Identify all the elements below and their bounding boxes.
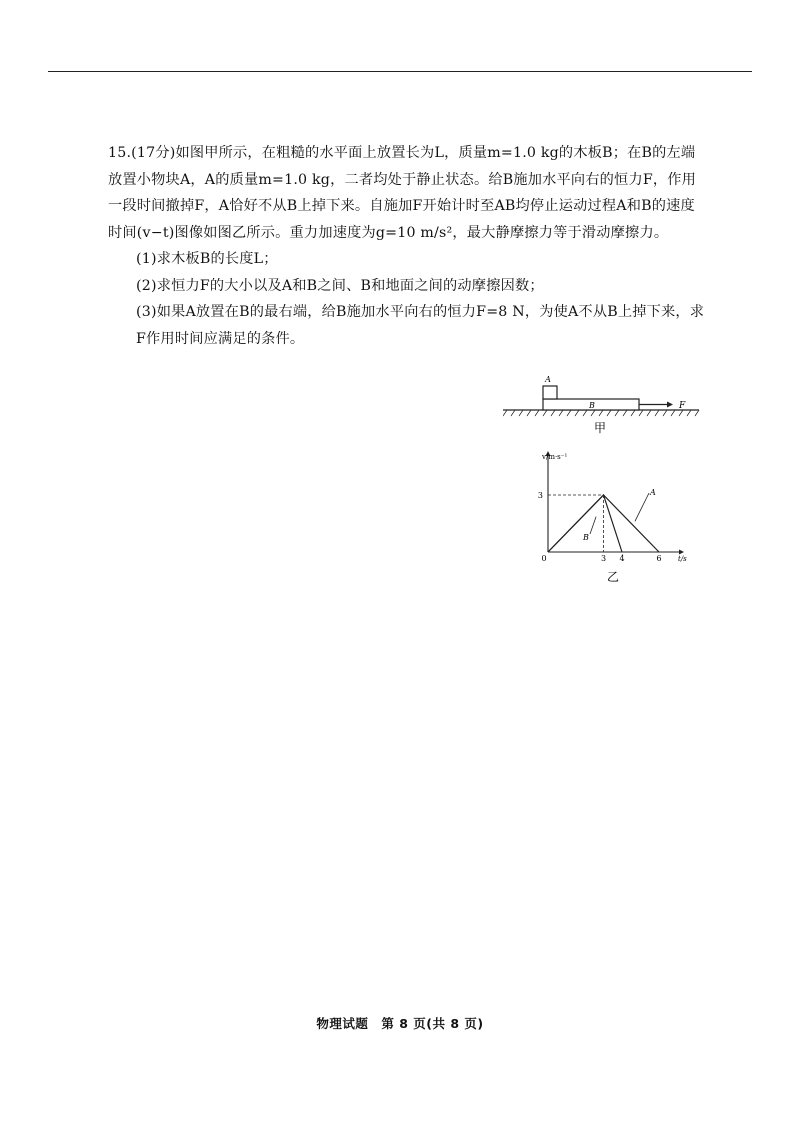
force-arrowhead xyxy=(667,402,673,408)
origin-label: 0 xyxy=(541,554,547,563)
x-axis-arrowhead xyxy=(679,550,684,555)
series-line-b xyxy=(548,495,622,552)
question-part-1: (1)求木板B的长度L； xyxy=(136,251,278,267)
question-15 xyxy=(108,140,708,352)
figure-yi-caption: 乙 xyxy=(606,570,620,584)
block-a xyxy=(543,386,557,399)
line-a-label: A xyxy=(650,488,656,497)
board-b-label: B xyxy=(589,401,595,410)
x-axis-label: t/s xyxy=(678,555,687,563)
figure-yi-vt-graph xyxy=(528,448,688,588)
page-footer: 物理试题 第 8 页(共 8 页) xyxy=(316,1016,484,1031)
x-tick-label: 6 xyxy=(656,554,662,563)
header-rule xyxy=(48,71,752,72)
question-part-3: (3)如果A放置在B的最右端，给B施加水平向右的恒力F=8 N，为使A不从B上掉下来，求F作用时间应满足的条件。 xyxy=(136,304,705,347)
series-line-a xyxy=(548,495,659,552)
ground-hatching xyxy=(503,410,699,416)
y-axis-label: v/m·s⁻¹ xyxy=(542,453,568,461)
line-b-label: B xyxy=(583,533,589,542)
figure-jia xyxy=(503,370,703,436)
y-tick-label: 3 xyxy=(537,491,543,500)
question-stem: 15.(17分)如图甲所示，在粗糙的水平面上放置长为L，质量m=1.0 kg的木板B；在B的左端放置小物块A，A的质量m=1.0 kg，二者均处于静止状态。给B施加水平向右的恒力F，作用一段时间撤掉F，A恰好不从B上掉下来。自施加F开始计时至AB均停止运动过程A和B的速度时间(v−t)图像如图乙所示。重力加速度为g=10 m/s²，最大静摩擦力等于滑动摩擦力。 xyxy=(108,145,697,241)
block-a-label: A xyxy=(545,375,551,384)
x-tick-label: 4 xyxy=(619,554,625,563)
force-label: F xyxy=(679,401,686,411)
question-part-2: (2)求恒力F的大小以及A和B之间、B和地面之间的动摩擦因数； xyxy=(136,277,544,294)
figure-jia-caption: 甲 xyxy=(593,421,607,435)
x-tick-label: 3 xyxy=(600,554,607,563)
line-a-leader xyxy=(635,493,649,521)
line-b-leader xyxy=(590,517,596,534)
